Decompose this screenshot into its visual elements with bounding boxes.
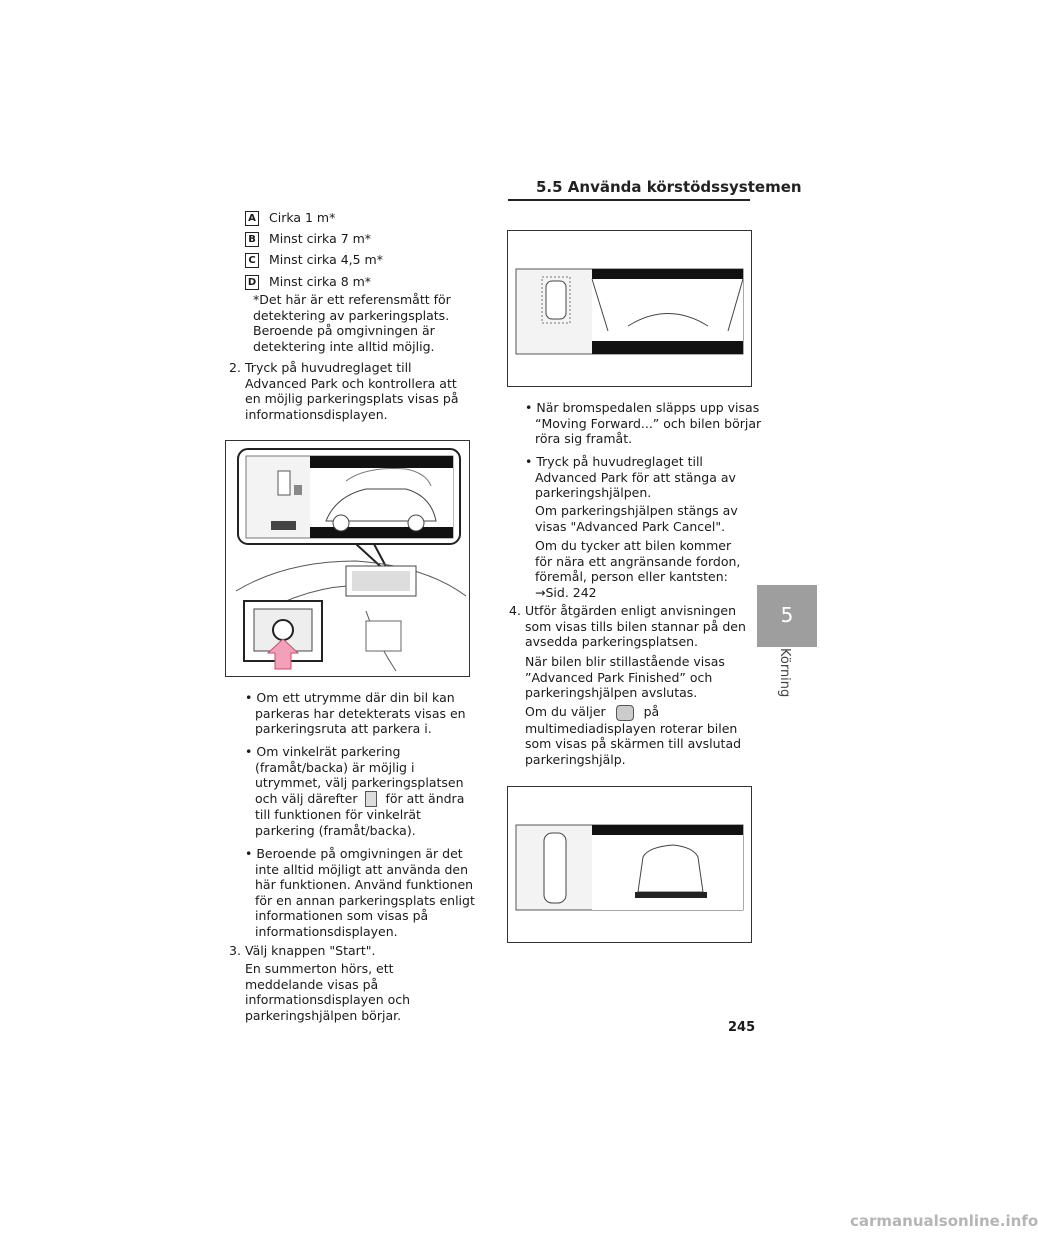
header-rule xyxy=(508,199,750,201)
bullet-right-1: • När bromspedalen släpps upp visas “Moving Forward...” och bilen börjar röra sig framåt. xyxy=(525,400,762,446)
dimension-a-text: Cirka 1 m* xyxy=(269,210,336,225)
bullet-right-2: • Tryck på huvudreglaget till Advanced Park för att stänga av parkeringshjälpen. xyxy=(525,454,736,500)
chapter-number: 5 xyxy=(780,603,794,627)
page-number: 245 xyxy=(728,1020,756,1035)
bullet-left-2: • Om vinkelrät parkering (framåt/backa) är möjlig i utrymmet, välj parkeringsplatsen och välj därefter för att ändra till funktionen för vinkelrät parkering (framåt/backa). xyxy=(245,744,465,838)
camera-screen-illustration xyxy=(508,231,751,386)
step-4-number: 4. xyxy=(509,603,521,618)
too-close-para: Om du tycker att bilen kommer för nära ett angränsande fordon, föremål, person eller kantsten: xyxy=(535,538,741,584)
dimension-c-text: Minst cirka 4,5 m* xyxy=(269,252,383,267)
rotate-para-start: Om du väljer xyxy=(525,704,606,719)
perpendicular-parking-icon xyxy=(365,791,377,807)
label-c: C xyxy=(245,253,259,268)
rotate-car-icon xyxy=(616,705,634,721)
step-2-text: Tryck på huvudreglaget till Advanced Park och kontrollera att en möjlig parkeringsplats visas på informationsdisplayen. xyxy=(245,360,459,422)
rotate-para-end: på multimediadisplayen roterar bilen som visas på skärmen till avslutad parkeringshjälp. xyxy=(525,704,742,767)
footer-watermark: carmanualsonline.info xyxy=(850,1212,1038,1230)
step-3-text: En summerton hörs, ett meddelande visas på informationsdisplayen och parkeringshjälpen börjar. xyxy=(245,961,411,1023)
bullet-left-1-text: Om ett utrymme där din bil kan parkeras har detekterats visas en parkeringsruta att parkera i. xyxy=(255,690,466,736)
dimension-d xyxy=(245,274,371,290)
bullet-right-1-text: När bromspedalen släpps upp visas “Moving Forward...” och bilen börjar röra sig framåt. xyxy=(535,400,762,446)
section-header: 5.5 Använda körstödssystemen xyxy=(536,178,802,196)
step-4-text: Utför åtgärden enligt anvisningen som visas tills bilen stannar på den avsedda parkeringsplatsen. xyxy=(525,603,746,649)
dimension-a xyxy=(245,210,335,226)
dimension-b xyxy=(245,231,371,247)
label-d: D xyxy=(245,275,259,290)
dashboard-figure xyxy=(225,440,470,677)
bullet-left-1: • Om ett utrymme där din bil kan parkeras har detekterats visas en parkeringsruta att parkera i. xyxy=(245,690,466,736)
step-2-number: 2. xyxy=(229,360,241,375)
footnote: *Det här är ett referensmått för detektering av parkeringsplats. Beroende på omgivningen är detektering inte alltid möjlig. xyxy=(253,292,451,354)
page-reference-link[interactable]: →Sid. 242 xyxy=(535,585,597,600)
step-3-number: 3. xyxy=(229,943,241,958)
screen-figure-2 xyxy=(507,786,752,943)
screen-figure-1 xyxy=(507,230,752,387)
label-b: B xyxy=(245,232,259,247)
finished-para: När bilen blir stillastående visas ”Advanced Park Finished” och parkeringshjälpen avslutas. xyxy=(525,654,725,700)
bullet-left-2-cont: för att ändra till funktionen för vinkelrät parkering (framåt/backa). xyxy=(255,790,465,838)
finished-screen-illustration xyxy=(508,787,751,942)
cancel-para: Om parkeringshjälpen stängs av visas "Advanced Park Cancel". xyxy=(535,503,738,534)
bullet-left-3-text: Beroende på omgivningen är det inte alltid möjligt att använda den här funktionen. Använd funktionen för en annan parkeringsplats enligt informationen som visas på informationsdisplayen. xyxy=(255,846,475,939)
chapter-label: Körning xyxy=(777,648,792,698)
dimension-c xyxy=(245,252,383,268)
label-a: A xyxy=(245,211,259,226)
dimension-d-text: Minst cirka 8 m* xyxy=(269,274,372,289)
dimension-b-text: Minst cirka 7 m* xyxy=(269,231,372,246)
rotate-para xyxy=(525,704,750,767)
bullet-right-2-text: Tryck på huvudreglaget till Advanced Park för att stänga av parkeringshjälpen. xyxy=(535,454,736,500)
dashboard-illustration xyxy=(226,441,469,676)
bullet-left-3: • Beroende på omgivningen är det inte alltid möjligt att använda den här funktionen. Använd funktionen för en annan parkeringsplats enligt informationen som visas på informationsdisplayen. xyxy=(245,846,475,939)
bullet-left-2-text: Om vinkelrät parkering (framåt/backa) är möjlig i utrymmet, välj parkeringsplatsen och välj därefter xyxy=(255,744,464,806)
step-3-title: Välj knappen "Start". xyxy=(245,943,376,958)
